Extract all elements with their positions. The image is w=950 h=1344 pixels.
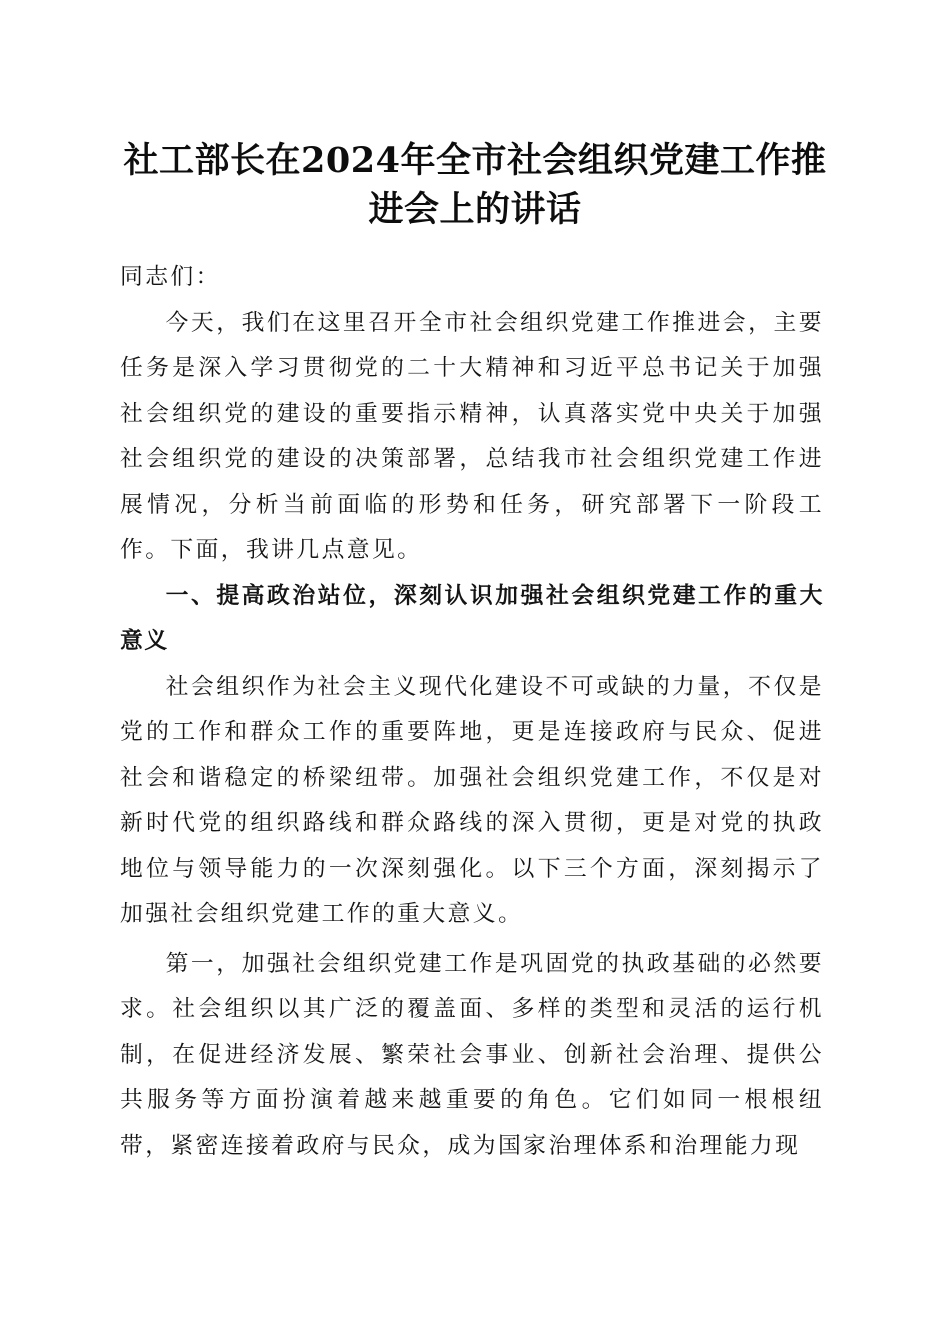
section-heading-1: 一、提高政治站位，深刻认识加强社会组织党建工作的重大意义	[120, 582, 824, 654]
document-title: 社工部长在2024年全市社会组织党建工作推进会上的讲话	[123, 140, 827, 230]
paragraph-intro: 今天，我们在这里召开全市社会组织党建工作推进会，主要任务是深入学习贯彻党的二十大精神和习近平总书记关于加强社会组织党的建设的重要指示精神，认真落实党中央关于加强社会组织党的建设的决策部署，总结我市社会组织党建工作进展情况，分析当前面临的形势和任务，研究部署下一阶段工作。下面，我讲几点意见。	[120, 309, 824, 563]
paragraph-first-point: 第一，加强社会组织党建工作是巩固党的执政基础的必然要求。社会组织以其广泛的覆盖面、多样的类型和灵活的运行机制，在促进经济发展、繁荣社会事业、创新社会治理、提供公共服务等方面扮演着越来越重要的角色。它们如同一根根纽带，紧密连接着政府与民众，成为国家治理体系和治理能力现	[120, 950, 824, 1159]
salutation: 同志们：	[120, 264, 221, 290]
paragraph-significance: 社会组织作为社会主义现代化建设不可或缺的力量，不仅是党的工作和群众工作的重要阵地，更是连接政府与民众、促进社会和谐稳定的桥梁纽带。加强社会组织党建工作，不仅是对新时代党的组织路线和群众路线的深入贯彻，更是对党的执政地位与领导能力的一次深刻强化。以下三个方面，深刻揭示了加强社会组织党建工作的重大意义。	[120, 673, 824, 927]
document-body	[120, 255, 824, 1169]
